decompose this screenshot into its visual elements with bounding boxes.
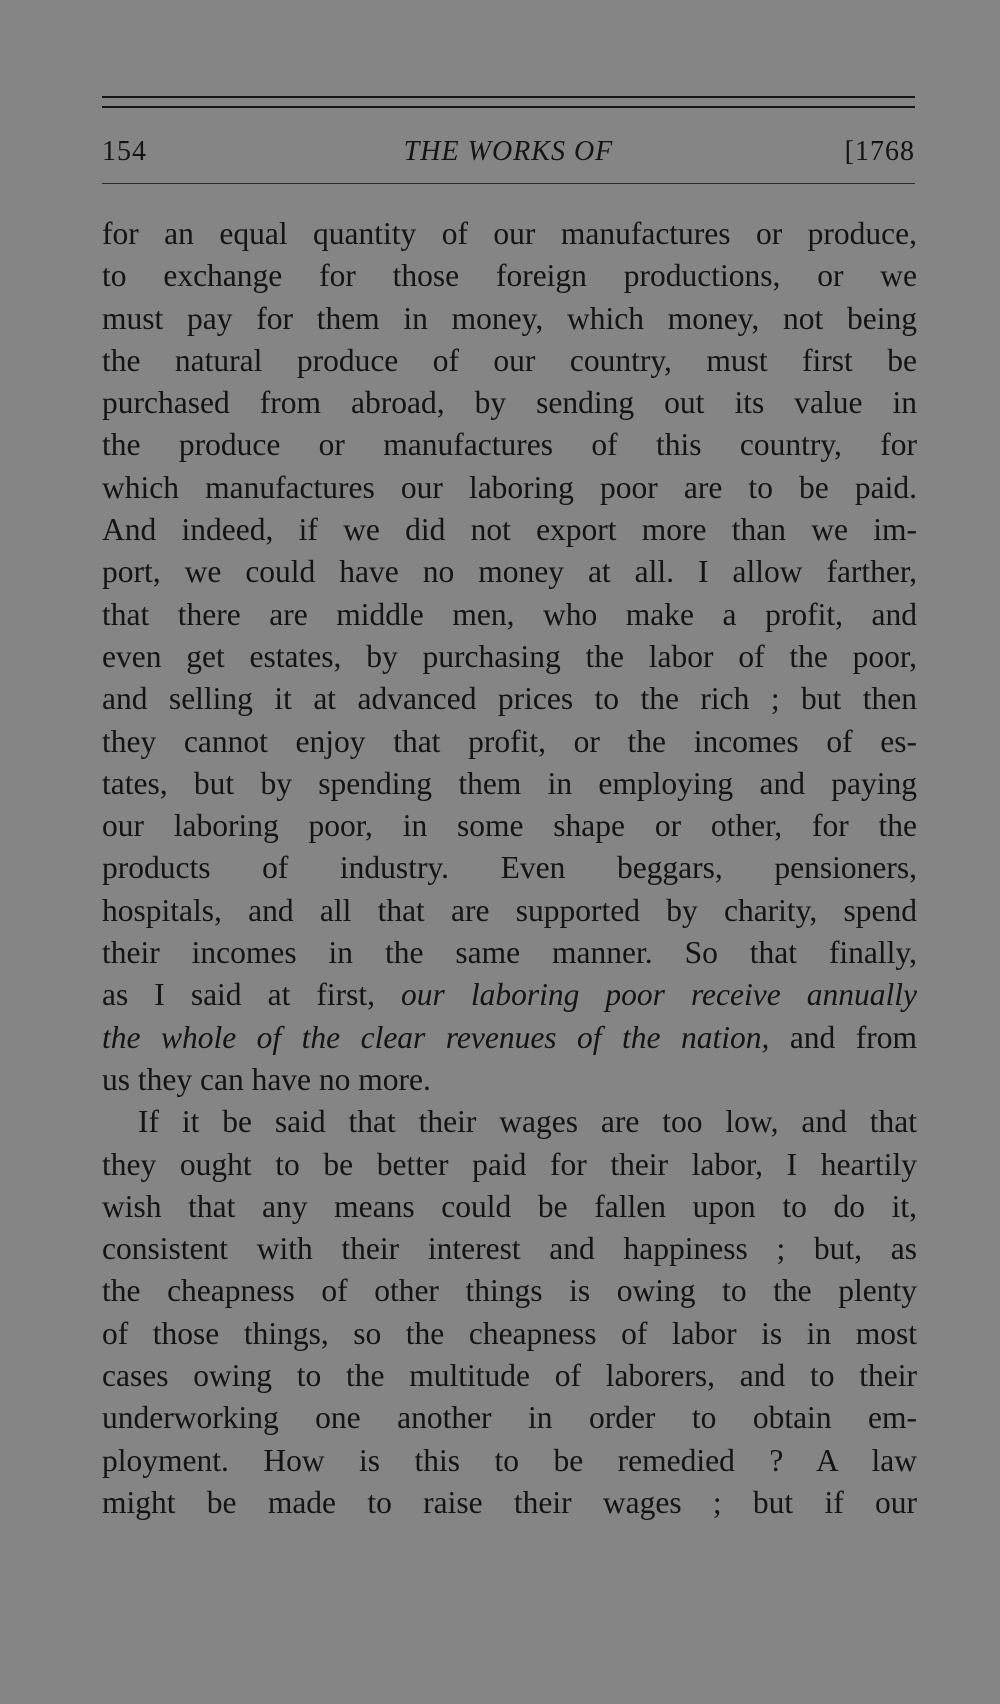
text-line: for an equal quantity of our manufactures or produce,	[102, 216, 917, 251]
text-line: wish that any means could be fallen upon to do it,	[102, 1188, 917, 1224]
text-line: the produce or manufactures of this country, for	[102, 427, 917, 463]
text-line: tates, but by spending them in employing and paying	[102, 765, 917, 801]
text-line: purchased from abroad, by sending out its value in	[102, 385, 917, 421]
running-header	[102, 132, 915, 172]
text-line: of those things, so the cheapness of labor is in most	[102, 1315, 917, 1351]
text-line: us they can have no more.	[102, 1061, 431, 1097]
text-line: and selling it at advanced prices to the rich ; but then	[102, 681, 917, 717]
text-line: consistent with their interest and happiness ; but, as	[102, 1231, 917, 1267]
paragraph-first-line: If it be said that their wages are too low, and that	[138, 1104, 917, 1140]
text-line: ployment. How is this to be remedied ? A law	[102, 1442, 917, 1478]
text-line: hospitals, and all that are supported by charity, spend	[102, 892, 917, 928]
text-line: they ought to be better paid for their labor, I heartily	[102, 1146, 917, 1182]
page-number: 154	[102, 136, 147, 167]
text-line: which manufactures our laboring poor are to be paid.	[102, 469, 917, 505]
text-line: products of industry. Even beggars, pensioners,	[102, 850, 917, 886]
body-text	[102, 213, 917, 1524]
text-line: port, we could have no money at all. I allow farther,	[102, 554, 917, 590]
text-line: underworking one another in order to obtain em-	[102, 1400, 917, 1436]
text-line: even get estates, by purchasing the labor of the poor,	[102, 638, 917, 674]
text-line: they cannot enjoy that profit, or the incomes of es-	[102, 723, 917, 759]
header-year: [1768	[844, 136, 915, 167]
text-line: cases owing to the multitude of laborers, and to their	[102, 1358, 917, 1394]
running-title: THE WORKS OF	[403, 136, 614, 167]
text-line: the natural produce of our country, must first be	[102, 342, 917, 378]
text-line: our laboring poor, in some shape or other, for the	[102, 808, 917, 844]
text-line: to exchange for those foreign productions, or we	[102, 258, 917, 294]
text-line: must pay for them in money, which money, not being	[102, 300, 917, 336]
italic-phrase: the whole of the clear revenues of the nation,	[102, 1019, 770, 1055]
text-line-mixed	[102, 974, 917, 1016]
text-line: that there are middle men, who make a profit, and	[102, 596, 917, 632]
header-rule-under	[102, 183, 915, 184]
text-line-mixed	[102, 1017, 917, 1059]
text-line: the cheapness of other things is owing to the plenty	[102, 1273, 917, 1309]
text-segment: and from	[769, 1019, 917, 1055]
italic-phrase: our laboring poor receive annually	[401, 977, 917, 1013]
text-line: might be made to raise their wages ; but if our	[102, 1484, 917, 1520]
text-segment: as I said at first,	[102, 977, 402, 1013]
text-line: And indeed, if we did not export more than we im-	[102, 512, 917, 548]
header-rule-top	[102, 96, 915, 98]
header-rule-second	[102, 106, 915, 108]
text-line: their incomes in the same manner. So that finally,	[102, 935, 917, 971]
